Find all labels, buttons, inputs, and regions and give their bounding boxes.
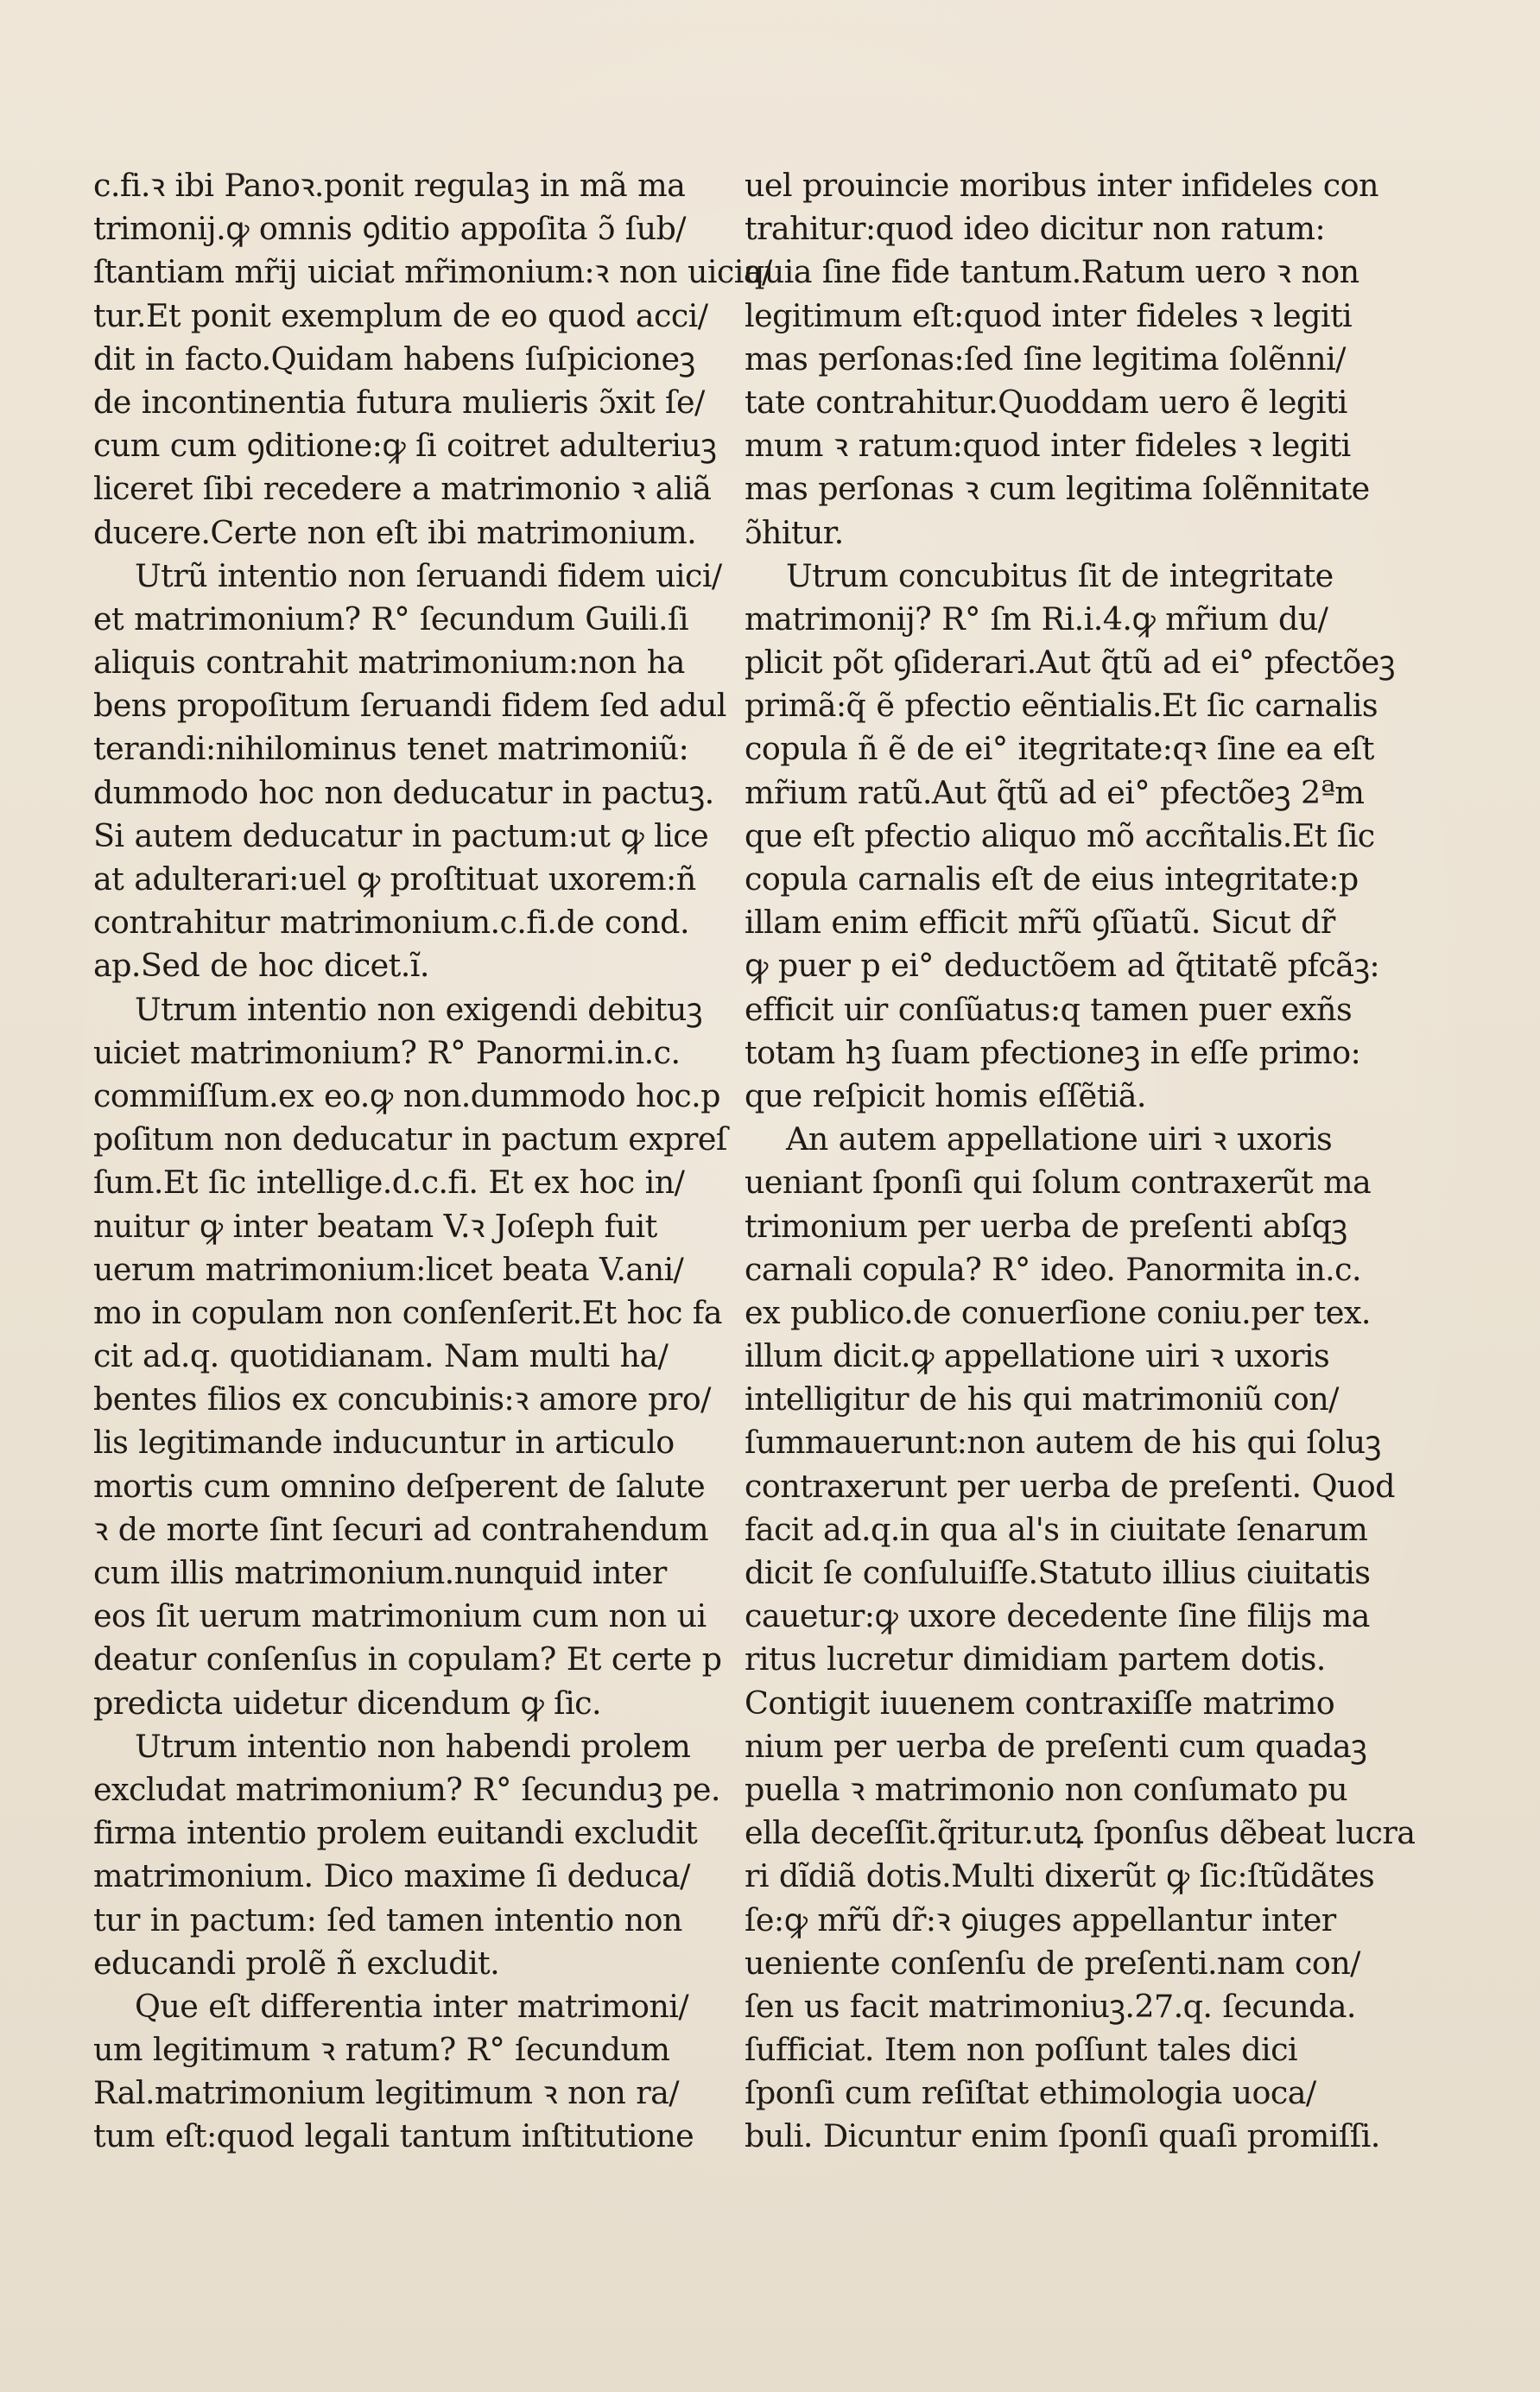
text-line: dummodo hoc non deducatur in pactuꝫ. <box>93 773 714 811</box>
text-line: trimonij.ꝙ omnis ꝯditio appoſita ɔ̃ ſub/ <box>93 210 686 248</box>
text-line: que eſt pfectio aliquo mõ accñtalis.Et ſic <box>745 816 1375 854</box>
text-line: dit in facto.Quidam habens ſuſpicioneꝫ <box>93 339 695 378</box>
text-line: commiſſum.ex eo.ꝙ non.dummodo hoc.p <box>93 1076 720 1114</box>
text-line: uel prouincie moribus inter infideles con <box>745 167 1378 204</box>
text-line: eos ſit uerum matrimonium cum non ui <box>93 1597 707 1635</box>
text-line: ꝛ de morte ſint ſecuri ad contrahendum <box>93 1510 708 1548</box>
text-line: puella ꝛ matrimonio non conſumato pu <box>745 1770 1348 1808</box>
text-line: primã:q̃ ẽ pfectio eẽntialis.Et ſic carnalis <box>745 687 1378 725</box>
text-line: aliquis contrahit matrimonium:non ha <box>93 644 685 682</box>
text-line: deatur conſenſus in copulam? Et certe p <box>93 1640 722 1678</box>
text-line: efficit uir conſũatus:q tamen puer exñs <box>745 990 1353 1028</box>
text-line: excludat matrimonium? R° ſecunduꝫ pe. <box>93 1770 720 1808</box>
text-line: mas perſonas ꝛ cum legitima ſolẽnnitate <box>745 470 1370 508</box>
text-line: ſe:ꝙ mr̃ũ dr̃:ꝛ ꝯiuges appellantur inter <box>745 1900 1336 1938</box>
text-line: trimonium per uerba de preſenti abſqꝫ <box>745 1207 1347 1245</box>
text-line: mr̃ium ratũ.Aut q̃tũ ad ei° pfectõeꝫ 2ªm <box>745 773 1365 811</box>
text-line: facit ad.q.in qua al's in ciuitate ſenarum <box>745 1510 1368 1548</box>
text-line: ap.Sed de hoc dicet.ĩ. <box>93 947 429 985</box>
text-line: tum eſt:quod legali tantum inſtitutione <box>93 2117 694 2155</box>
text-line: An autem appellatione uiri ꝛ uxoris <box>786 1120 1333 1158</box>
text-line: tate contrahitur.Quoddam uero ẽ legiti <box>745 383 1347 421</box>
text-line: cauetur:ꝙ uxore decedente ſine filijs ma <box>745 1597 1370 1635</box>
text-line: ſummauerunt:non autem de his qui ſoluꝫ <box>745 1424 1381 1462</box>
text-line: Si autem deducatur in pactum:ut ꝙ lice <box>93 816 709 854</box>
text-line: ritus lucretur dimidiam partem dotis. <box>745 1640 1326 1678</box>
left-column <box>93 164 772 2159</box>
text-line: ueniant ſponſi qui ſolum contraxerũt ma <box>745 1164 1372 1202</box>
text-line: illum dicit.ꝙ appellatione uiri ꝛ uxoris <box>745 1337 1330 1375</box>
text-line: carnali copula? R° ideo. Panormita in.c. <box>745 1250 1362 1288</box>
text-line: ſum.Et ſic intellige.d.c.fi. Et ex hoc in/ <box>93 1164 685 1202</box>
text-line: Utrũ intentio non ſeruandi fidem uici/ <box>135 556 722 594</box>
text-line: mo in copulam non conſenſerit.Et hoc fa <box>93 1293 722 1331</box>
text-line: trahitur:quod ideo dicitur non ratum: <box>745 210 1326 248</box>
text-line: cit ad.q. quotidianam. Nam multi ha/ <box>93 1337 669 1375</box>
text-line: copula carnalis eſt de eius integritate:p <box>745 860 1359 898</box>
text-line: cum illis matrimonium.nunquid inter <box>93 1554 667 1591</box>
text-line: ueniente conſenſu de preſenti.nam con/ <box>745 1944 1360 1982</box>
text-line: totam hꝫ ſuam pfectioneꝫ in eſſe primo: <box>745 1033 1361 1071</box>
text-line: mum ꝛ ratum:quod inter fideles ꝛ legiti <box>745 427 1351 465</box>
text-line: liceret ſibi recedere a matrimonio ꝛ aliã <box>93 470 712 508</box>
text-line: matrimonij? R° ſm Ri.i.4.ꝙ mr̃ium du/ <box>745 600 1328 638</box>
text-line: ducere.Certe non eſt ibi matrimonium. <box>93 513 697 551</box>
text-line: illam enim efficit mr̃ũ ꝯſũatũ. Sicut dr̃ <box>745 904 1335 942</box>
text-line: ella deceſſit.q̃ritur.utꝝ ſponſus dẽbeat lucra <box>745 1814 1416 1852</box>
text-line: contraxerunt per uerba de preſenti. Quod <box>745 1467 1395 1505</box>
text-line: at adulterari:uel ꝙ proſtituat uxorem:ñ <box>93 860 696 898</box>
right-column <box>745 164 1416 2159</box>
text-line: ſen us facit matrimoniuꝫ.27.q. ſecunda. <box>745 1987 1356 2025</box>
text-line: ɔ̃hitur. <box>745 513 844 551</box>
text-line: Utrum intentio non habendi prolem <box>135 1727 691 1765</box>
text-line: educandi prolẽ ñ excludit. <box>93 1944 500 1982</box>
text-line: et matrimonium? R° ſecundum Guili.ſi <box>93 600 688 638</box>
text-line: firma intentio prolem euitandi excludit <box>93 1814 698 1852</box>
text-line: uiciet matrimonium? R° Panormi.in.c. <box>93 1033 681 1071</box>
text-line: ꝙ puer p ei° deductõem ad q̃titatẽ pfcãꝫ: <box>745 947 1380 985</box>
text-line: Ral.matrimonium legitimum ꝛ non ra/ <box>93 2074 679 2112</box>
text-line: tur in pactum: ſed tamen intentio non <box>93 1900 682 1938</box>
text-line: nuitur ꝙ inter beatam V.ꝛ Joſeph fuit <box>93 1207 657 1245</box>
text-line: ri dĩdiã dotis.Multi dixerũt ꝙ ſic:ſtũdãtes <box>745 1857 1375 1895</box>
text-line: mortis cum omnino deſperent de ſalute <box>93 1467 706 1505</box>
text-line: ſtantiam mr̃ij uiciat mr̃imonium:ꝛ non uicia/ <box>93 253 772 291</box>
text-line: uerum matrimonium:licet beata V.ani/ <box>93 1250 684 1288</box>
text-line: buli. Dicuntur enim ſponſi quaſi promiſſi. <box>745 2117 1380 2155</box>
text-line: quia ſine fide tantum.Ratum uero ꝛ non <box>745 253 1359 291</box>
text-line: matrimonium. Dico maxime ſi deduca/ <box>93 1857 690 1895</box>
text-line: intelligitur de his qui matrimoniũ con/ <box>745 1380 1339 1418</box>
text-line: nium per uerba de preſenti cum quadaꝫ <box>745 1727 1367 1765</box>
text-line: bentes filios ex concubinis:ꝛ amore pro/ <box>93 1380 711 1418</box>
text-line: mas perſonas:ſed ſine legitima ſolẽnni/ <box>745 339 1346 378</box>
text-line: Que eſt differentia inter matrimoni/ <box>135 1987 689 2025</box>
text-line: Utrum intentio non exigendi debituꝫ <box>135 990 702 1028</box>
text-line: ſponſi cum reſiſtat ethimologia uoca/ <box>745 2074 1316 2112</box>
text-line: bens propoſitum ſeruandi fidem ſed adul <box>93 687 726 725</box>
text-line: cum cum ꝯditione:ꝙ ſi coitret adulteriuꝫ <box>93 427 717 465</box>
text-line: que reſpicit homis eſſẽtiã. <box>745 1076 1146 1114</box>
text-line: poſitum non deducatur in pactum expreſ <box>93 1120 727 1158</box>
text-line: dicit ſe conſuluiſſe.Statuto illius ciuitatis <box>745 1554 1371 1591</box>
text-line: c.fi.ꝛ ibi Panoꝛ.ponit regulaꝫ in mã ma <box>93 167 686 204</box>
text-line: terandi:nihilominus tenet matrimoniũ: <box>93 730 689 768</box>
text-line: um legitimum ꝛ ratum? R° ſecundum <box>93 2031 670 2069</box>
text-line: Contigit iuuenem contraxiſſe matrimo <box>745 1684 1335 1722</box>
text-line: Utrum concubitus ſit de integritate <box>786 556 1334 594</box>
text-line: contrahitur matrimonium.c.fi.de cond. <box>93 904 689 942</box>
text-line: legitimum eſt:quod inter fideles ꝛ legiti <box>745 296 1353 334</box>
text-line: plicit põt ꝯſiderari.Aut q̃tũ ad ei° pfectõeꝫ <box>745 644 1395 682</box>
text-line: predicta uidetur dicendum ꝙ ſic. <box>93 1684 602 1722</box>
text-line: copula ñ ẽ de ei° itegritate:qꝛ ſine ea eſt <box>745 730 1374 768</box>
text-line: ſufficiat. Item non poſſunt tales dici <box>745 2031 1297 2069</box>
text-line: tur.Et ponit exemplum de eo quod acci/ <box>93 296 708 334</box>
text-line: de incontinentia futura mulieris ɔ̃xit ſe/ <box>93 383 705 421</box>
text-line: ex publico.de conuerſione coniu.per tex. <box>745 1293 1371 1331</box>
text-line: lis legitimande inducuntur in articulo <box>93 1424 675 1462</box>
